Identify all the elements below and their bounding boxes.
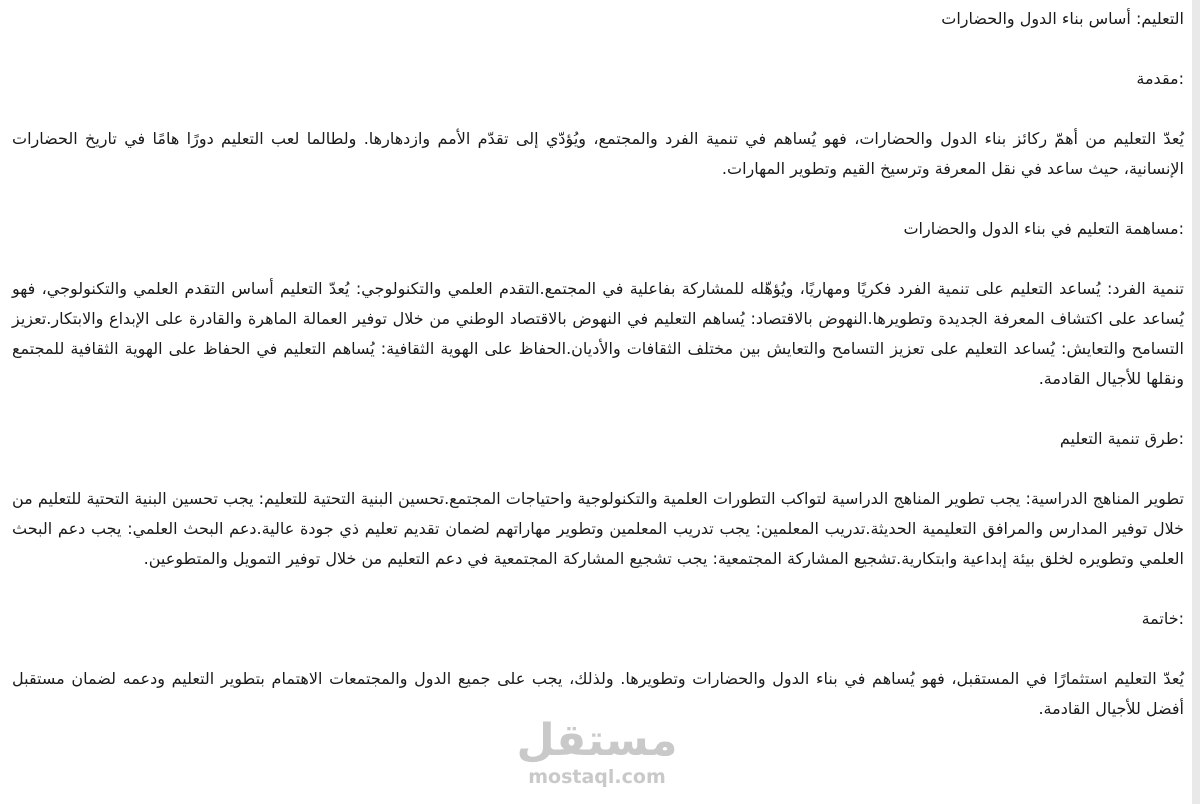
scrollbar-track[interactable]	[1192, 0, 1200, 804]
section-heading-contribution: :مساهمة التعليم في بناء الدول والحضارات	[903, 219, 1184, 238]
watermark-logo: مستقل	[516, 715, 678, 766]
section-paragraph-conclusion: يُعدّ التعليم استثمارًا في المستقبل، فهو يُساهم في بناء الدول والحضارات وتطويرها. ولذلك، يجب على جميع الدول والمجتمعات الاهتمام بتطوير التعليم ودعمه لضمان مستقبل أفضل للأجيال القادمة.	[12, 669, 1184, 718]
section-paragraph-introduction: يُعدّ التعليم من أهمّ ركائز بناء الدول والحضارات، فهو يُساهم في تنمية الفرد والمجتمع، ويُؤدّي إلى تقدّم الأمم وازدهارها. ولطالما لعب التعليم دورًا هامًا في تاريخ الحضارات الإنسانية، حيث ساعد في نقل المعرفة وترسيخ القيم وتطوير المهارات.	[12, 129, 1184, 178]
section-paragraph-contribution: تنمية الفرد: يُساعد التعليم على تنمية الفرد فكريًا ومهاريًا، ويُؤهّله للمشاركة بفاعلية في المجتمع.التقدم العلمي والتكنولوجي: يُعدّ التعليم أساس التقدم العلمي والتكنولوجي، فهو يُساعد على اكتشاف المعرفة الجديدة وتطويرها.النهوض بالاقتصاد: يُساهم التعليم في النهوض بالاقتصاد الوطني من خلال توفير العمالة الماهرة والقادرة على الإبداع والابتكار.تعزيز التسامح والتعايش: يُساعد التعليم على تعزيز التسامح والتعايش بين مختلف الثقافات والأديان.الحفاظ على الهوية الثقافية: يُساهم التعليم في الحفاظ على الهوية الثقافية للمجتمع ونقلها للأجيال القادمة.	[12, 279, 1184, 388]
section-paragraph-development-methods: تطوير المناهج الدراسية: يجب تطوير المناهج الدراسية لتواكب التطورات العلمية والتكنولوجية واحتياجات المجتمع.تحسين البنية التحتية للتعليم: يجب تحسين البنية التحتية للتعليم من خلال توفير المدارس والمرافق التعليمية الحديثة.تدريب المعلمين: يجب تدريب المعلمين وتطوير مهاراتهم لضمان تقديم تعليم ذي جودة عالية.دعم البحث العلمي: يجب دعم البحث العلمي وتطويره لخلق بيئة إبداعية وابتكارية.تشجيع المشاركة المجتمعية: يجب تشجيع المشاركة المجتمعية في دعم التعليم من خلال توفير التمويل والمتطوعين.	[12, 489, 1184, 568]
section-heading-development-methods: :طرق تنمية التعليم	[1059, 429, 1184, 448]
watermark-url: mostaql.com	[528, 766, 666, 788]
document-title: التعليم: أساس بناء الدول والحضارات	[941, 9, 1184, 28]
section-heading-conclusion: :خاتمة	[1141, 609, 1184, 628]
section-heading-introduction: :مقدمة	[1136, 69, 1184, 88]
document-body	[12, 4, 1184, 754]
